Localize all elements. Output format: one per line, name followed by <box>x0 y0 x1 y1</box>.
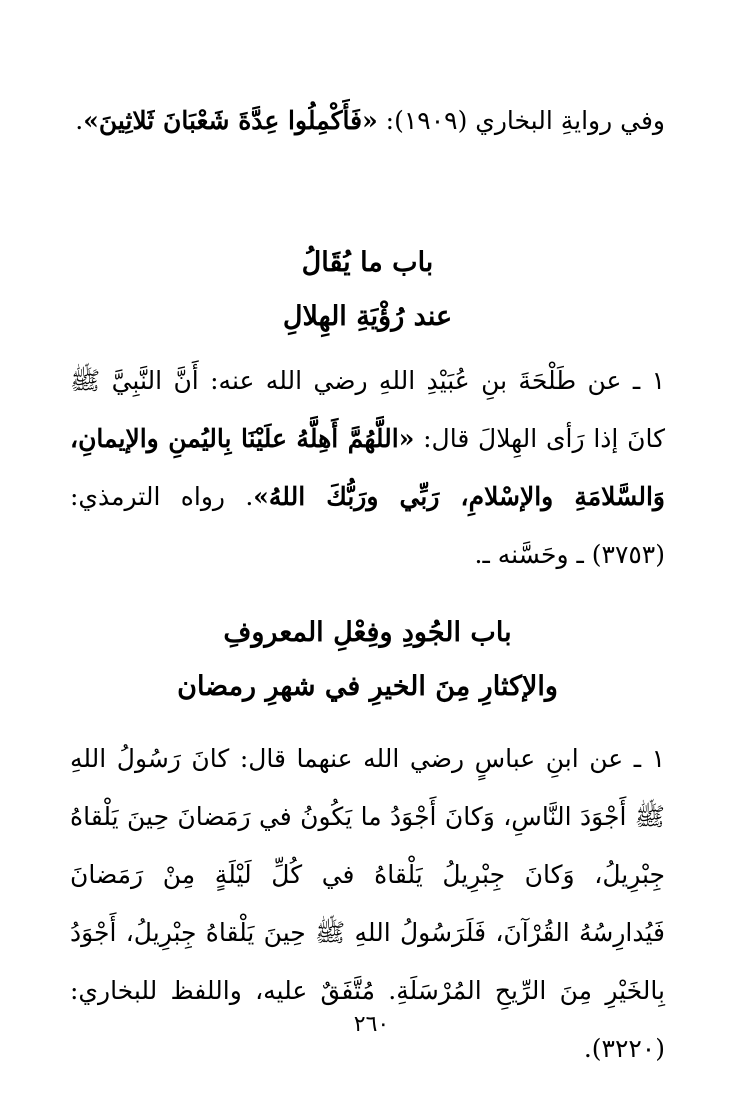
hadith-talha-paragraph <box>70 352 665 584</box>
narration-intro: وفي روايةِ البخاري (١٩٠٩): <box>377 106 665 135</box>
section-heading-generosity <box>70 606 665 714</box>
page-number: ٢٦٠ <box>353 1012 390 1037</box>
section-heading-crescent <box>70 236 665 344</box>
section-title-line1: باب ما يُقَالُ <box>301 247 434 278</box>
section-title-line1: باب الجُودِ وفِعْلِ المعروفِ <box>223 617 512 648</box>
hadith-intro: ١ ـ عن طَلْحَةَ بنِ عُبَيْدِ اللهِ رضي الله عنه: أَنَّ النَّبِيَّ ﷺ كانَ إذا رَأى الهِلالَ قال: <box>70 366 666 453</box>
hadith-source: . رواه الترمذي: (٣٧٥٣) ـ وحَسَّنه ـ. <box>70 482 665 569</box>
hadith-quote: «فَأَكْمِلُوا عِدَّةَ شَعْبَانَ ثَلاثِينَ» <box>83 106 378 135</box>
hadith-text: ١ ـ عن ابنِ عباسٍ رضي الله عنهما قال: كانَ رَسُولُ اللهِ ﷺ أَجْوَدَ النَّاسِ، وَكانَ أَجْوَدُ ما يَكُونُ في رَمَضانَ حِينَ يَلْقاهُ جِبْرِيلُ، وَكانَ جِبْرِيلُ يَلْقاهُ في كُلِّ لَيْلَةٍ مِنْ رَمَضانَ فَيُدارِسُهُ القُرْآنَ، فَلَرَسُولُ اللهِ ﷺ حِينَ يَلْقاهُ جِبْرِيلُ، أَجْوَدُ بِالخَيْرِ مِنَ الرِّيحِ المُرْسَلَةِ. مُتَّفَقٌ عليه، واللفظ للبخاري: (٣٢٢٠). <box>70 744 665 1063</box>
bukhari-narration-paragraph <box>70 92 665 150</box>
hadith-quote: «اللَّهُمَّ أَهِلَّهُ علَيْنَا بِاليُمنِ والإيمانِ، وَالسَّلامَةِ والإسْلامِ، رَبِّي ورَبُّكَ اللهُ» <box>70 424 666 511</box>
narration-tail: . <box>75 106 84 135</box>
section-title-line2: عند رُؤْيَةِ الهِلالِ <box>282 301 453 332</box>
section-title-line2: والإكثارِ مِنَ الخيرِ في شهرِ رمضان <box>177 671 558 702</box>
